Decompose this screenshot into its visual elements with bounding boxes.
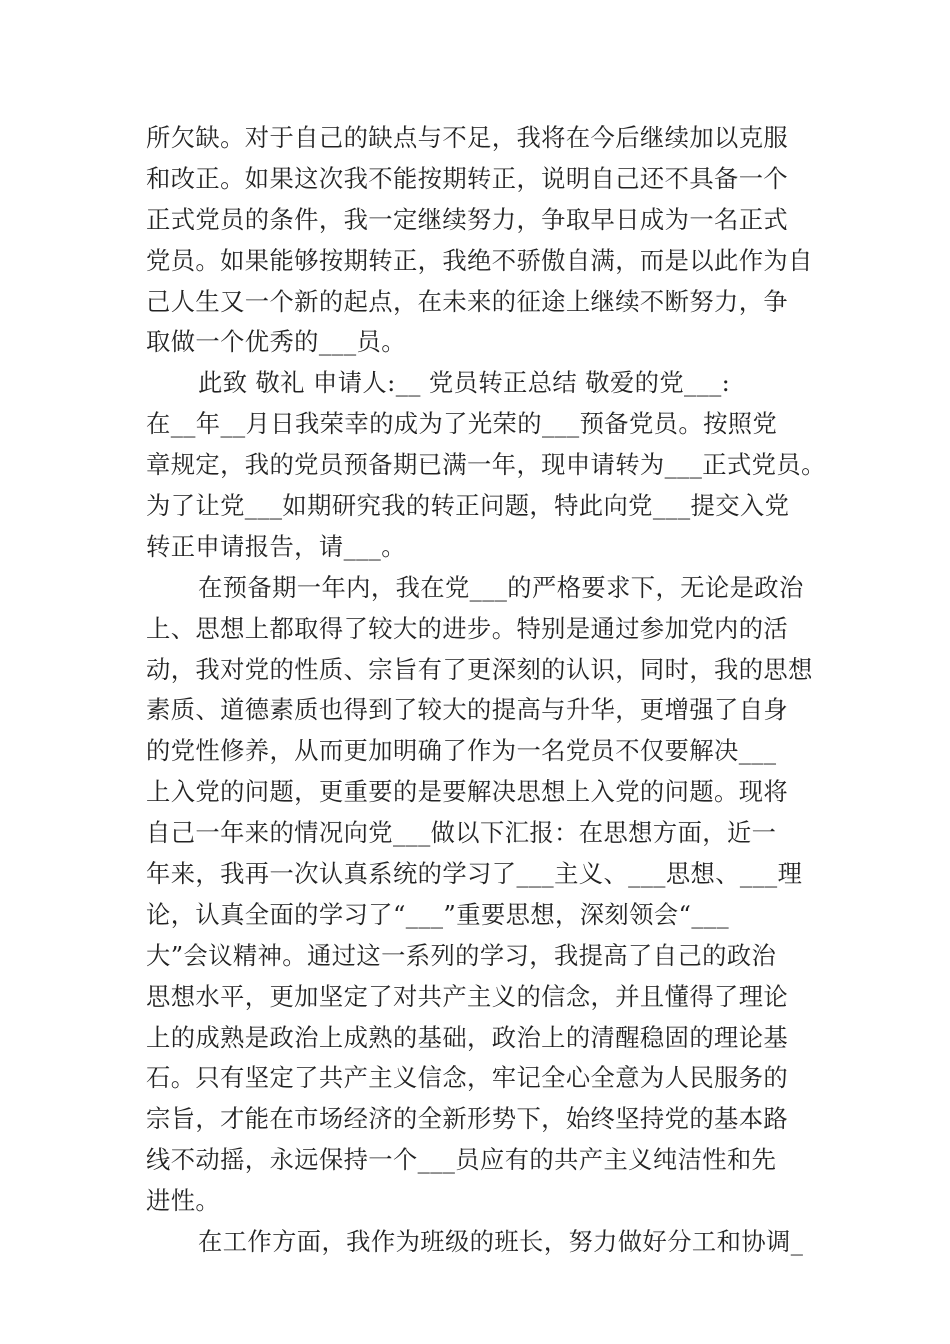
text-line: 的党性修养，从而更加明确了作为一名党员不仅要解决___ bbox=[146, 736, 777, 766]
text-line: 正式党员的条件，我一定继续努力，争取早日成为一名正式 bbox=[146, 204, 789, 234]
text-line: 上、思想上都取得了较大的进步。特别是通过参加党内的活 bbox=[146, 613, 789, 643]
text-line: 上的成熟是政治上成熟的基础，政治上的清醒稳固的理论基 bbox=[146, 1022, 789, 1052]
paragraph-first-line: 在预备期一年内，我在党___的严格要求下，无论是政治 bbox=[198, 572, 804, 602]
text-line: 党员。如果能够按期转正，我绝不骄傲自满，而是以此作为自 bbox=[146, 245, 813, 275]
text-line: 素质、道德素质也得到了较大的提高与升华，更增强了自身 bbox=[146, 695, 789, 725]
text-line: 章规定，我的党员预备期已满一年，现申请转为___正式党员。 bbox=[146, 450, 826, 480]
document-body bbox=[146, 118, 826, 1263]
text-line: 思想水平，更加坚定了对共产主义的信念，并且懂得了理论 bbox=[146, 981, 789, 1011]
text-line: 石。只有坚定了共产主义信念，牢记全心全意为人民服务的 bbox=[146, 1063, 789, 1093]
text-line: 宗旨，才能在市场经济的全新形势下，始终坚持党的基本路 bbox=[146, 1104, 789, 1134]
text-line: 在__年__月日我荣幸的成为了光荣的___预备党员。按照党 bbox=[146, 409, 778, 439]
paragraph-first-line: 在工作方面，我作为班级的班长，努力做好分工和协调_ bbox=[198, 1227, 804, 1257]
paragraph-first-line: 此致 敬礼 申请人:__ 党员转正总结 敬爱的党___: bbox=[198, 368, 731, 398]
text-line: 所欠缺。对于自己的缺点与不足，我将在今后继续加以克服 bbox=[146, 123, 789, 152]
text-line: 和改正。如果这次我不能按期转正，说明自己还不具备一个 bbox=[146, 163, 789, 193]
text-line: 转正申请报告，请___。 bbox=[146, 531, 406, 561]
text-line: 自己一年来的情况向党___做以下汇报：在思想方面，近一 bbox=[146, 818, 777, 848]
text-line: 进性。 bbox=[146, 1186, 221, 1216]
text-line: 动，我对党的性质、宗旨有了更深刻的认识，同时，我的思想 bbox=[146, 654, 813, 684]
text-line: 取做一个优秀的___员。 bbox=[146, 327, 406, 357]
text-line: 论，认真全面的学习了“___”重要思想，深刻领会“___ bbox=[146, 899, 729, 929]
text-line: 己人生又一个新的起点，在未来的征途上继续不断努力，争 bbox=[146, 286, 789, 316]
text-line: 年来，我再一次认真系统的学习了___主义、___思想、___理 bbox=[146, 859, 803, 889]
text-line: 大”会议精神。通过这一系列的学习，我提高了自己的政治 bbox=[146, 940, 777, 970]
text-line: 线不动摇，永远保持一个___员应有的共产主义纯洁性和先 bbox=[146, 1145, 777, 1175]
text-line: 上入党的问题，更重要的是要解决思想上入党的问题。现将 bbox=[146, 777, 789, 807]
text-line: 为了让党___如期研究我的转正问题，特此向党___提交入党 bbox=[146, 491, 790, 521]
